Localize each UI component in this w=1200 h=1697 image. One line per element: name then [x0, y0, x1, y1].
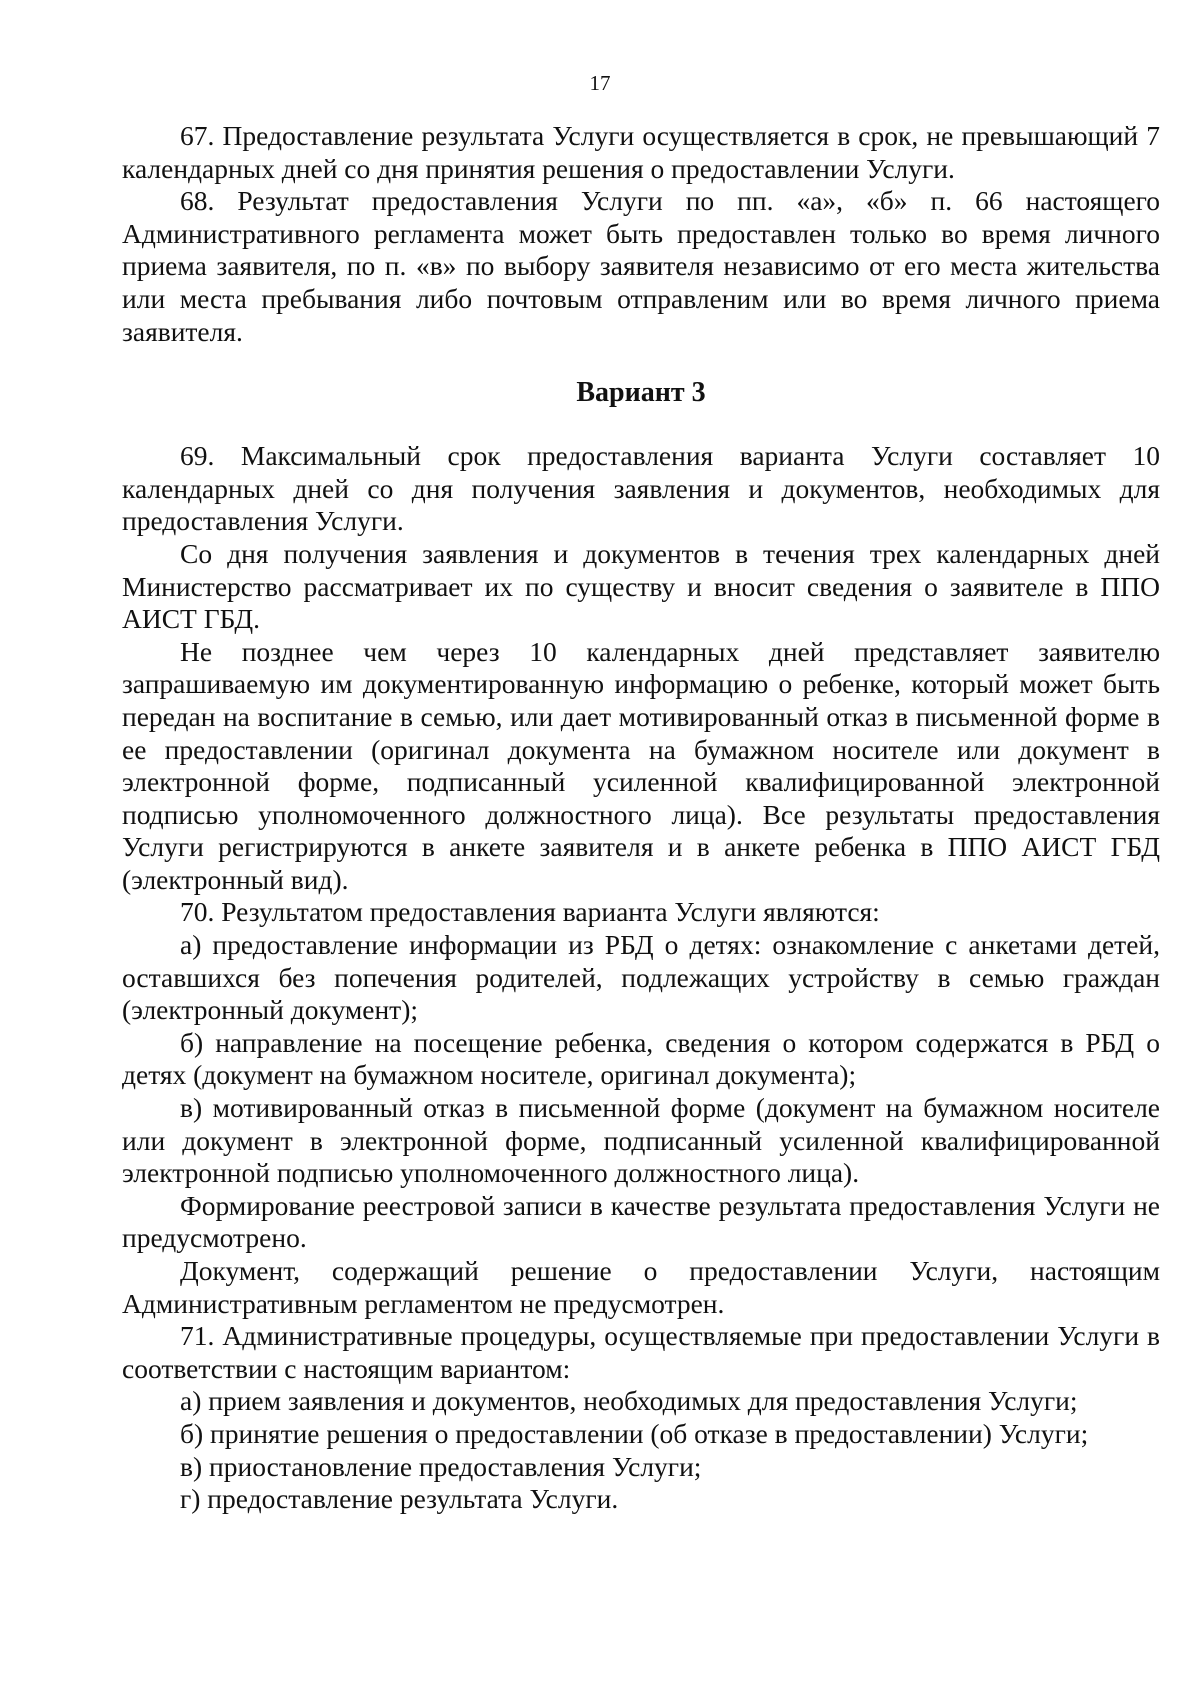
list-item-70v: в) мотивированный отказ в письменной форме (документ на бумажном носителе или документ в электронной форме, подписанный усиленной квалифицированной электронной подписью уполномоченного должностного лица). — [122, 1092, 1160, 1189]
paragraph-71: 71. Административные процедуры, осуществляемые при предоставлении Услуги в соответствии с настоящим вариантом: — [122, 1320, 1160, 1384]
paragraph-70: 70. Результатом предоставления варианта Услуги являются: — [180, 896, 880, 928]
page-number: 17 — [589, 71, 611, 95]
list-item-70b: б) направление на посещение ребенка, сведения о котором содержатся в РБД о детях (документ на бумажном носителе, оригинал документа); — [122, 1026, 1160, 1091]
paragraph-69-review: Со дня получения заявления и документов в течения трех календарных дней Министерство рассматривает их по существу и вносит сведения о заявителе в ППО АИСТ ГБД. — [122, 537, 1160, 635]
section-heading: Вариант 3 — [576, 377, 706, 409]
list-item-71v: в) приостановление предоставления Услуги; — [180, 1450, 702, 1482]
paragraph-69-deadline: Не позднее чем через 10 календарных дней представляет заявителю запрашиваемую им документированную информацию о ребенке, который может быть передан на воспитание в семью, или дает мотивированный отказ в письменной форме в ее предоставлении (оригинал документа на бумажном носителе или документ в электронной форме, подписанный усиленной квалифицированной электронной подписью уполномоченного должностного лица). Все результаты предоставления Услуги регистрируются в анкете заявителя и в анкете ребенка в ППО АИСТ ГБД (электронный вид). — [122, 635, 1160, 895]
list-item-70a: а) предоставление информации из РБД о детях: ознакомление с анкетами детей, оставшихся без попечения родителей, подлежащих устройству в семью граждан (электронный документ); — [122, 929, 1160, 1026]
list-item-71g: г) предоставление результата Услуги. — [180, 1483, 619, 1515]
list-item-71b: б) принятие решения о предоставлении (об отказе в предоставлении) Услуги; — [180, 1417, 1089, 1449]
paragraph-69: 69. Максимальный срок предоставления варианта Услуги составляет 10 календарных дней со дня получения заявления и документов, необходимых для предоставления Услуги. — [122, 440, 1160, 537]
paragraph-67: 67. Предоставление результата Услуги осуществляется в срок, не превышающий 7 календарных дней со дня принятия решения о предоставлении Услуги. — [122, 120, 1160, 184]
paragraph-68: 68. Результат предоставления Услуги по пп. «а», «б» п. 66 настоящего Административного регламента может быть предоставлен только во время личного приема заявителя, по п. «в» по выбору заявителя независимо от его места жительства или места пребывания либо почтовым отправленим или во время личного приема заявителя. — [122, 185, 1160, 347]
paragraph-decision-document: Документ, содержащий решение о предоставлении Услуги, настоящим Административным регламентом не предусмотрен. — [122, 1255, 1160, 1319]
paragraph-registry-record: Формирование реестровой записи в качестве результата предоставления Услуги не предусмотрено. — [122, 1189, 1160, 1254]
list-item-71a: а) прием заявления и документов, необходимых для предоставления Услуги; — [180, 1385, 1078, 1417]
document-body — [122, 120, 1160, 1516]
